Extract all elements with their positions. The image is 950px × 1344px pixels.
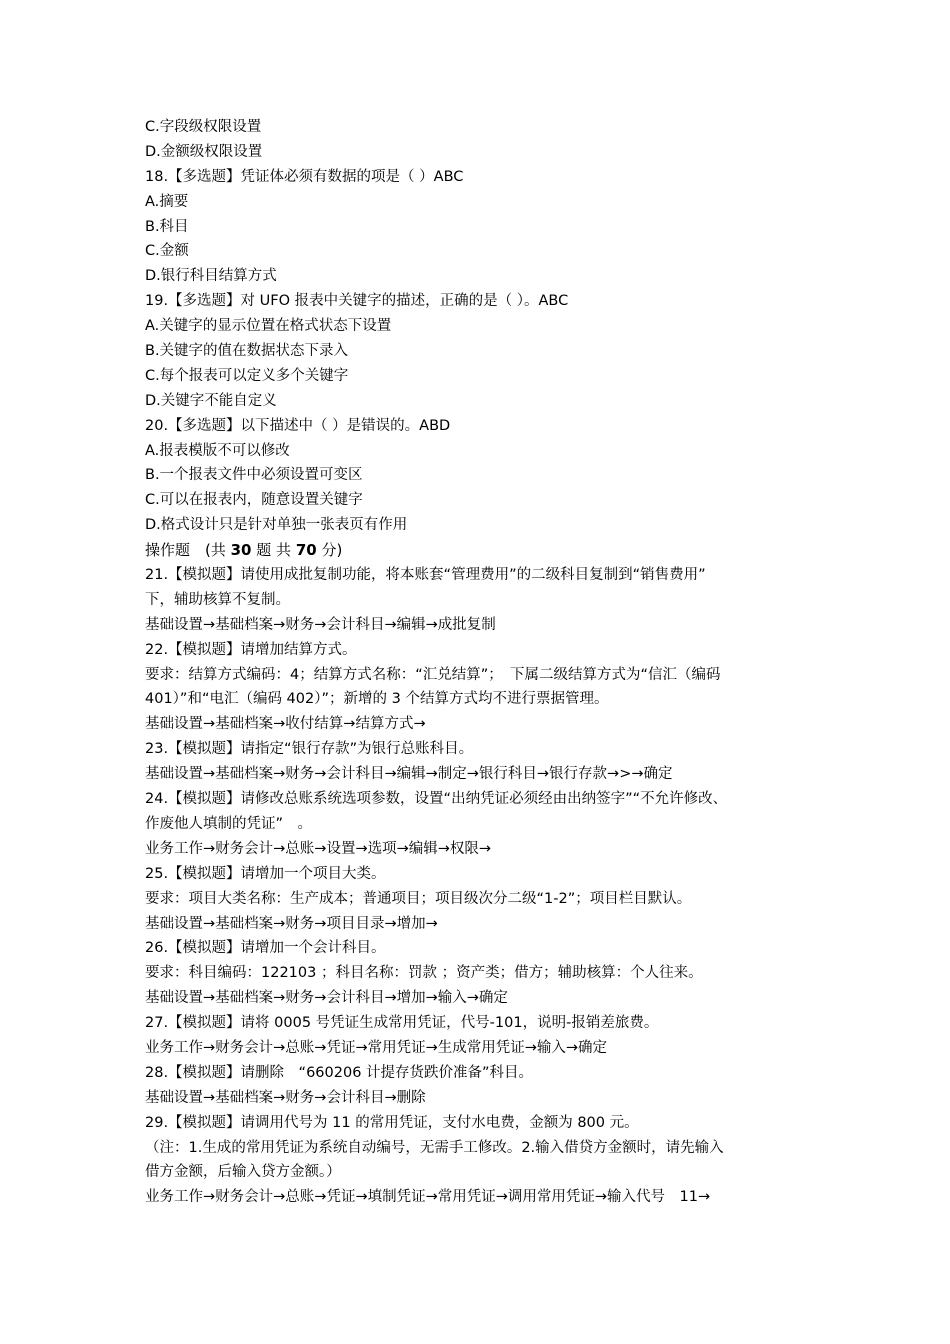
option-a: A.关键字的显示位置在格式状态下设置 <box>145 318 392 335</box>
question-24-cont: 作废他人填制的凭证” 。 <box>145 815 313 832</box>
answer-path: 基础设置→基础档案→财务→会计科目→编辑→成批复制 <box>145 616 496 633</box>
option-c: C.每个报表可以定义多个关键字 <box>145 367 349 384</box>
option-b: B.一个报表文件中必须设置可变区 <box>145 467 363 484</box>
answer-path: 基础设置→基础档案→财务→项目目录→增加→ <box>145 915 438 932</box>
answer-path: 基础设置→基础档案→财务→会计科目→删除 <box>145 1089 426 1106</box>
question-23: 23.【模拟题】请指定“银行存款”为银行总账科目。 <box>145 741 474 758</box>
answer-path: 基础设置→基础档案→财务→会计科目→增加→输入→确定 <box>145 990 508 1007</box>
answer-path: 业务工作→财务会计→总账→凭证→常用凭证→生成常用凭证→输入→确定 <box>145 1039 608 1056</box>
answer-path: 基础设置→基础档案→收付结算→结算方式→ <box>145 716 426 733</box>
option-b: B.关键字的值在数据状态下录入 <box>145 343 349 360</box>
question-25: 25.【模拟题】请增加一个项目大类。 <box>145 865 386 882</box>
text-line: C.字段级权限设置 <box>145 119 262 135</box>
requirement: 要求：项目大类名称：生产成本；普通项目；项目级次分二级“1-2”；项目栏目默认。 <box>145 890 692 907</box>
question-24: 24.【模拟题】请修改总账系统选项参数，设置“出纳凭证必须经由出纳签字”“不允许修改、 <box>145 791 728 808</box>
note: （注：1.生成的常用凭证为系统自动编号，无需手工修改。2.输入借贷方金额时，请先输入 <box>145 1139 724 1156</box>
answer-path: 基础设置→基础档案→财务→会计科目→编辑→制定→银行科目→银行存款→>→确定 <box>145 766 673 783</box>
document-page <box>145 115 815 1210</box>
question-21: 21.【模拟题】请使用成批复制功能，将本账套“管理费用”的二级科目复制到“销售费用” <box>145 567 706 584</box>
question-19: 19.【多选题】对 UFO 报表中关键字的描述，正确的是（ ）。ABC <box>145 293 569 310</box>
option-a: A.报表模版不可以修改 <box>145 442 290 459</box>
section-mid: 题 共 <box>251 541 296 560</box>
section-score: 70 <box>295 541 317 560</box>
question-18: 18.【多选题】凭证体必须有数据的项是（ ）ABC <box>145 168 464 185</box>
requirement: 要求：科目编码：122103 ；科目名称：罚款 ；资产类；借方；辅助核算：个人往来。 <box>145 965 703 982</box>
requirement: 要求：结算方式编码：4；结算方式名称：“汇兑结算”； 下属二级结算方式为“信汇（编码 <box>145 666 721 683</box>
question-29: 29.【模拟题】请调用代号为 11 的常用凭证，支付水电费，金额为 800 元。 <box>145 1114 639 1131</box>
section-count: 30 <box>230 541 252 560</box>
answer-path: 业务工作→财务会计→总账→凭证→填制凭证→常用凭证→调用常用凭证→输入代号 11→ <box>145 1189 711 1206</box>
section-heading <box>145 538 815 563</box>
section-prefix: 操作题 (共 <box>145 541 231 560</box>
question-26: 26.【模拟题】请增加一个会计科目。 <box>145 940 386 957</box>
text-line: D.金额级权限设置 <box>145 143 263 160</box>
option-c: C.金额 <box>145 243 189 260</box>
option-d: D.格式设计只是针对单独一张表页有作用 <box>145 517 408 534</box>
option-c: C.可以在报表内，随意设置关键字 <box>145 492 363 509</box>
option-d: D.关键字不能自定义 <box>145 392 277 409</box>
question-28: 28.【模拟题】请删除 “660206 计提存货跌价准备”科目。 <box>145 1064 534 1081</box>
section-suffix: 分) <box>316 541 343 560</box>
answer-path: 业务工作→财务会计→总账→设置→选项→编辑→权限→ <box>145 840 492 857</box>
question-22: 22.【模拟题】请增加结算方式。 <box>145 641 357 658</box>
option-b: B.科目 <box>145 218 189 235</box>
note-cont: 借方金额，后输入贷方金额。） <box>145 1164 341 1181</box>
option-d: D.银行科目结算方式 <box>145 268 277 285</box>
question-21-cont: 下，辅助核算不复制。 <box>145 591 290 608</box>
question-20: 20.【多选题】以下描述中（ ）是错误的。ABD <box>145 417 451 434</box>
option-a: A.摘要 <box>145 193 189 210</box>
requirement-cont: 401）”和“电汇（编码 402）”；新增的 3 个结算方式均不进行票据管理。 <box>145 691 609 708</box>
question-27: 27.【模拟题】请将 0005 号凭证生成常用凭证，代号-101，说明-报销差旅费。 <box>145 1015 659 1032</box>
